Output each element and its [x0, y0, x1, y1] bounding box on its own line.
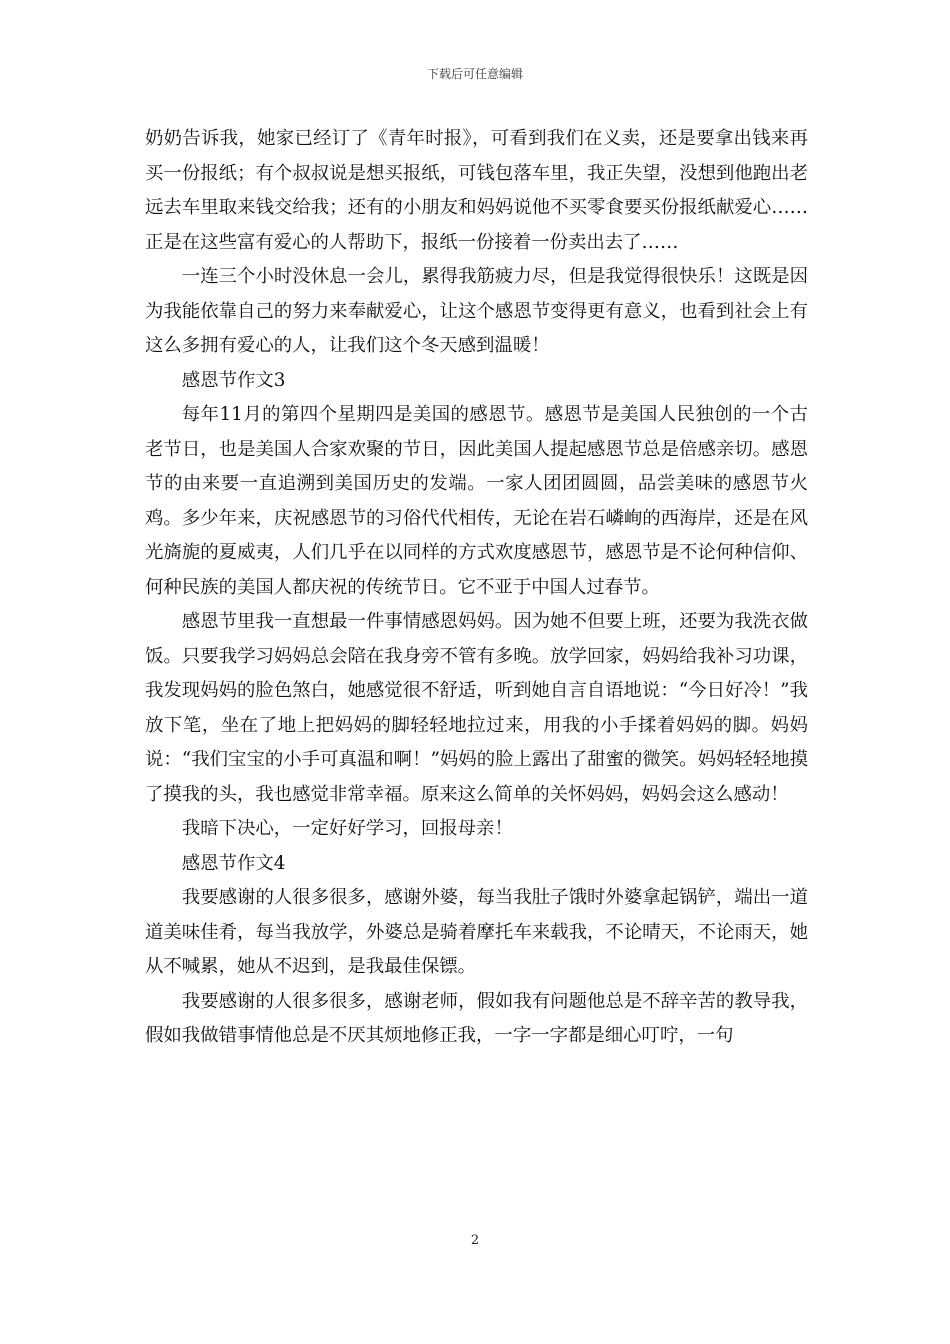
section-heading-3: 感恩节作文3	[181, 369, 286, 391]
document-body	[145, 122, 808, 1054]
paragraph-1: 奶奶告诉我，她家已经订了《青年时报》，可看到我们在义卖，还是要拿出钱来再买一份报纸；有个叔叔说是想买报纸，可钱包落车里，我正失望，没想到他跑出老远去车里取来钱交给我；还有的小朋友和妈妈说他不买零食要买份报纸献爱心……正是在这些富有爱心的人帮助下，报纸一份接着一份卖出去了……	[145, 128, 808, 253]
paragraph-2: 一连三个小时没休息一会儿，累得我筋疲力尽，但是我觉得很快乐！这既是因为我能依靠自己的努力来奉献爱心，让这个感恩节变得更有意义，也看到社会上有这么多拥有爱心的人，让我们这个冬天感到温暖！	[145, 266, 808, 356]
page-header: 下载后可任意编辑	[426, 67, 523, 81]
paragraph-5: 我暗下决心，一定好好学习，回报母亲！	[181, 818, 513, 839]
section-heading-4: 感恩节作文4	[181, 852, 286, 874]
paragraph-6: 我要感谢的人很多很多，感谢外婆，每当我肚子饿时外婆拿起锅铲，端出一道道美味佳肴，每当我放学，外婆总是骑着摩托车来载我，不论晴天，不论雨天，她从不喊累，她从不迟到，是我最佳保镖。	[145, 887, 808, 977]
paragraph-3: 每年11月的第四个星期四是美国的感恩节。感恩节是美国人民独创的一个古老节日，也是美国人合家欢聚的节日，因此美国人提起感恩节总是倍感亲切。感恩节的由来要一直追溯到美国历史的发端。一家人团团圆圆，品尝美味的感恩节火鸡。多少年来，庆祝感恩节的习俗代代相传，无论在岩石嶙峋的西海岸，还是在风光旖旎的夏威夷，人们几乎在以同样的方式欢度感恩节，感恩节是不论何种信仰、何种民族的美国人都庆祝的传统节日。它不亚于中国人过春节。	[145, 404, 808, 598]
paragraph-7: 我要感谢的人很多很多，感谢老师，假如我有问题他总是不辞辛苦的教导我，假如我做错事情他总是不厌其烦地修正我，一字一字都是细心叮咛，一句	[145, 990, 808, 1046]
page-number: 2	[470, 1233, 480, 1248]
paragraph-4: 感恩节里我一直想最一件事情感恩妈妈。因为她不但要上班，还要为我洗衣做饭。只要我学习妈妈总会陪在我身旁不管有多晚。放学回家，妈妈给我补习功课，我发现妈妈的脸色煞白，她感觉很不舒适，听到她自言自语地说：“今日好冷！”我放下笔，坐在了地上把妈妈的脚轻轻地拉过来，用我的小手揉着妈妈的脚。妈妈说：“我们宝宝的小手可真温和啊！”妈妈的脸上露出了甜蜜的微笑。妈妈轻轻地摸了摸我的头，我也感觉非常幸福。原来这么简单的关怀妈妈，妈妈会这么感动！	[145, 611, 808, 805]
